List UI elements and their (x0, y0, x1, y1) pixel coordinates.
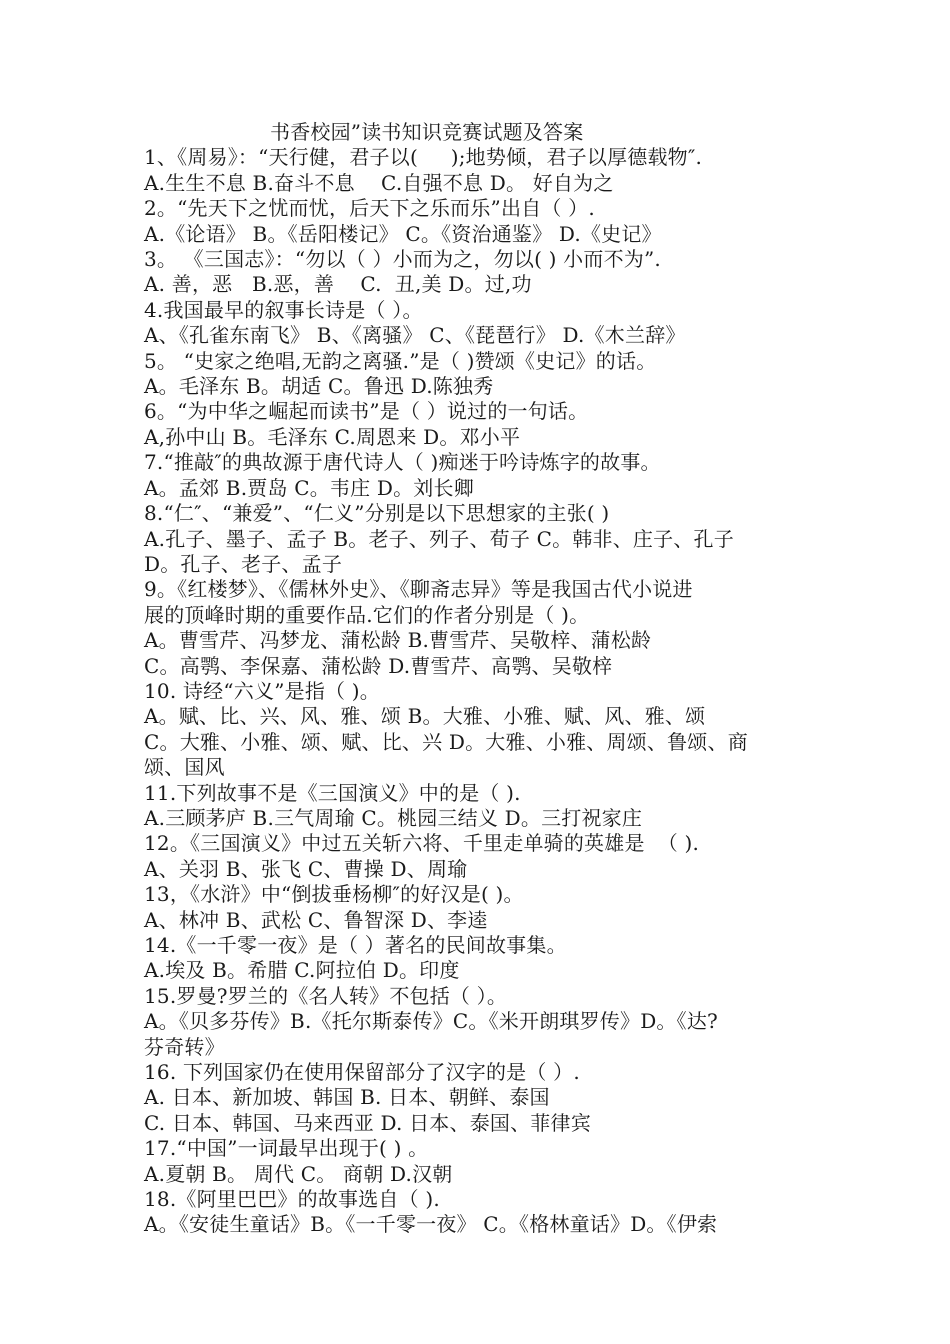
text-line: D。孔子、老子、孟子 (144, 551, 343, 576)
text-line: A。曹雪芹、冯梦龙、蒲松龄 B.曹雪芹、吴敬梓、蒲松龄 (144, 628, 652, 653)
document-title: 书香校园”读书知识竞赛试题及答案 (270, 120, 584, 144)
text-line: 14.《一千零一夜》是（ ）著名的民间故事集。 (144, 933, 567, 957)
text-line: A。毛泽东 B。胡适 C。鲁迅 D.陈独秀 (144, 374, 494, 399)
text-line: A。赋、比、兴、风、雅、颂 B。大雅、小雅、赋、风、雅、颂 (144, 704, 706, 729)
text-line: 10. 诗经“六义”是指（ )。 (144, 678, 380, 703)
text-line: 展的顶峰时期的重要作品.它们的作者分别是（ )。 (144, 602, 590, 627)
document-body (144, 120, 824, 1238)
text-line: C. 日本、韩国、马来西亚 D. 日本、泰国、菲律宾 (144, 1110, 591, 1135)
text-line: A、林冲 B、武松 C、鲁智深 D、李逵 (144, 907, 488, 932)
text-line: 11.下列故事不是《三国演义》中的是（ ). (144, 780, 521, 805)
text-line: 18.《阿里巴巴》的故事选自（ ). (144, 1187, 440, 1212)
text-line: A,孙中山 B。毛泽东 C.周恩来 D。邓小平 (144, 424, 521, 449)
text-line: 15.罗曼?罗兰的《名人转》不包括（ ）。 (144, 983, 508, 1008)
text-line: 芬奇转》 (144, 1034, 225, 1059)
text-line: A.孔子、墨子、孟子 B。老子、列子、荀子 C。韩非、庄子、孔子 (144, 526, 734, 551)
text-line: 3。 《三国志》：“勿以（ ）小而为之，勿以( ) 小而不为”. (144, 247, 661, 272)
text-line: A.夏朝 B。 周代 C。 商朝 D.汉朝 (144, 1161, 453, 1186)
text-line: 1、《周易》：“天行健，君子以( );地势倾，君子以厚德载物″. (144, 145, 703, 170)
text-line: A。《安徒生童话》B。《一千零一夜》 C。《格林童话》D。《伊索 (144, 1212, 718, 1237)
text-line: A。孟郊 B.贾岛 C。韦庄 D。刘长卿 (144, 475, 474, 500)
text-line: A.《论语》 B。《岳阳楼记》 C。《资治通鉴》 D.《史记》 (144, 221, 662, 246)
text-line: C。大雅、小雅、颂、赋、比、兴 D。大雅、小雅、周颂、鲁颂、商 (144, 729, 748, 754)
text-line: 12。《三国演义》中过五关斩六将、千里走单骑的英雄是 （ ). (144, 831, 700, 856)
text-line: A. 善，恶 B.恶，善 C. 丑,美 D。过,功 (144, 272, 532, 297)
text-line: 17.“中国”一词最早出现于( ) 。 (144, 1136, 429, 1161)
text-line: A.三顾茅庐 B.三气周瑜 C。桃园三结义 D。三打祝家庄 (144, 805, 643, 830)
text-line: 13，《水浒》中“倒拔垂杨柳″的好汉是( )。 (144, 882, 524, 907)
text-line: 6。“为中华之崛起而读书”是（ ）说过的一句话。 (144, 399, 589, 424)
text-line: 4.我国最早的叙事长诗是（ ）。 (144, 297, 423, 322)
text-line: 2。“先天下之忧而忧，后天下之乐而乐”出自（ ）. (144, 196, 595, 221)
text-line: A.生生不息 B.奋斗不息 C.自强不息 D。 好自为之 (144, 170, 614, 195)
text-line: A、关羽 B、张飞 C、曹操 D、周瑜 (144, 856, 468, 881)
text-line: 5。 “史家之绝唱,无韵之离骚.”是（ )赞颂《史记》的话。 (144, 348, 657, 373)
text-line: A。《贝多芬传》B.《托尔斯泰传》C。《米开朗琪罗传》D。《达? (144, 1009, 718, 1034)
text-line: 16. 下列国家仍在使用保留部分了汉字的是（ ）. (144, 1060, 580, 1085)
text-line: 9。《红楼梦》、《儒林外史》、《聊斋志异》等是我国古代小说进 (144, 577, 693, 602)
text-line: A.埃及 B。希腊 C.阿拉伯 D。印度 (144, 958, 460, 983)
text-line: 7.“推敲″的典故源于唐代诗人（ )痴迷于吟诗炼字的故事。 (144, 450, 661, 475)
text-line: 颂、国风 (144, 755, 225, 780)
text-line: A. 日本、新加坡、韩国 B. 日本、朝鲜、泰国 (144, 1085, 550, 1110)
text-line: 8.“仁″、“兼爱”、“仁义”分别是以下思想家的主张( ) (144, 501, 610, 526)
document-lines (144, 145, 824, 1237)
text-line: A、《孔雀东南飞》 B、《离骚》 C、《琵琶行》 D.《木兰辞》 (144, 323, 686, 348)
text-line: C。高鹗、李保嘉、蒲松龄 D.曹雪芹、高鹗、吴敬梓 (144, 653, 613, 678)
